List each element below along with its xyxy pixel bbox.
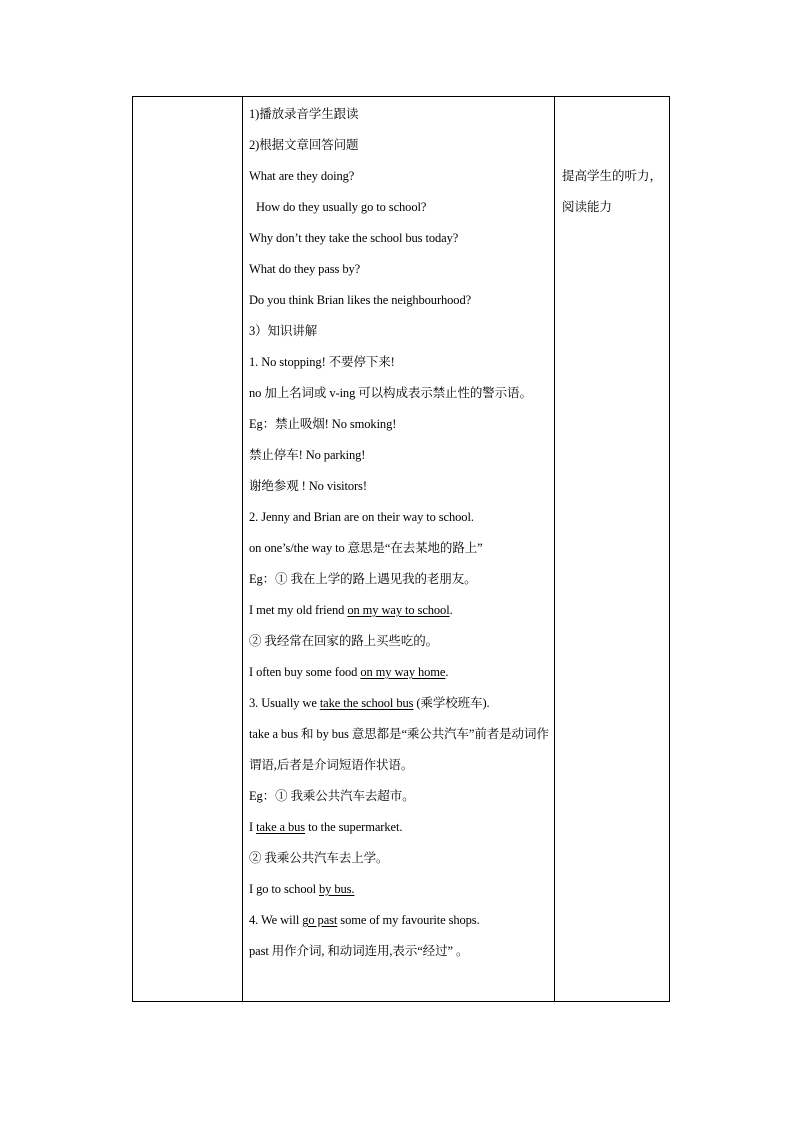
question-line: Do you think Brian likes the neighbourhood? <box>249 293 472 307</box>
underlined-phrase: by bus. <box>319 882 355 896</box>
procedure-cell <box>243 97 555 1002</box>
underlined-phrase: on my way to school <box>347 603 450 617</box>
example-line: 禁止停车! No parking! <box>249 448 366 462</box>
line: 3. Usually we take the school bus (乘学校班车). <box>249 696 490 710</box>
line: 2. Jenny and Brian are on their way to school. <box>249 510 474 524</box>
line: take a bus 和 by bus 意思都是“乘公共汽车”前者是动词作谓语,后者是介词短语作状语。 <box>249 727 549 772</box>
objective-text: 提高学生的听力，阅读能力 <box>562 169 663 214</box>
example-line: Eg：禁止吸烟! No smoking! <box>249 417 397 431</box>
line: no 加上名词或 v-ing 可以构成表示禁止性的警示语。 <box>249 386 532 400</box>
line: 4. We will go past some of my favourite shops. <box>249 913 480 927</box>
question-line: What are they doing? <box>249 169 355 183</box>
example-line: I go to school by bus. <box>249 882 355 896</box>
example-line: I take a bus to the supermarket. <box>249 820 403 834</box>
question-line: How do they usually go to school? <box>256 200 427 214</box>
example-line: 谢绝参观 ! No visitors! <box>249 479 367 493</box>
line: 2)根据文章回答问题 <box>249 138 359 152</box>
line: on one’s/the way to 意思是“在去某地的路上” <box>249 541 483 555</box>
line: 1. No stopping! 不要停下来! <box>249 355 395 369</box>
line: 1)播放录音学生跟读 <box>249 107 359 121</box>
left-cell <box>133 97 243 1002</box>
example-line: ② 我乘公共汽车去上学。 <box>249 851 389 865</box>
underlined-phrase: take the school bus <box>319 696 414 710</box>
objective-cell <box>555 97 670 1002</box>
example-line: Eg：① 我乘公共汽车去超市。 <box>249 789 415 803</box>
procedure-content <box>243 97 554 967</box>
example-line: I met my old friend on my way to school. <box>249 603 453 617</box>
section-heading: 3）知识讲解 <box>249 324 318 338</box>
lesson-plan-table <box>132 96 670 1002</box>
underlined-phrase: go past <box>302 913 338 927</box>
underlined-phrase: on my way home <box>360 665 446 679</box>
underlined-phrase: take a bus <box>256 820 306 834</box>
example-line: Eg：① 我在上学的路上遇见我的老朋友。 <box>249 572 477 586</box>
question-line: Why don’t they take the school bus today? <box>249 231 459 245</box>
table-row <box>133 97 670 1002</box>
question-line: What do they pass by? <box>249 262 361 276</box>
line: past 用作介词, 和动词连用,表示“经过” 。 <box>249 944 469 958</box>
example-line: ② 我经常在回家的路上买些吃的。 <box>249 634 439 648</box>
example-line: I often buy some food on my way home. <box>249 665 449 679</box>
